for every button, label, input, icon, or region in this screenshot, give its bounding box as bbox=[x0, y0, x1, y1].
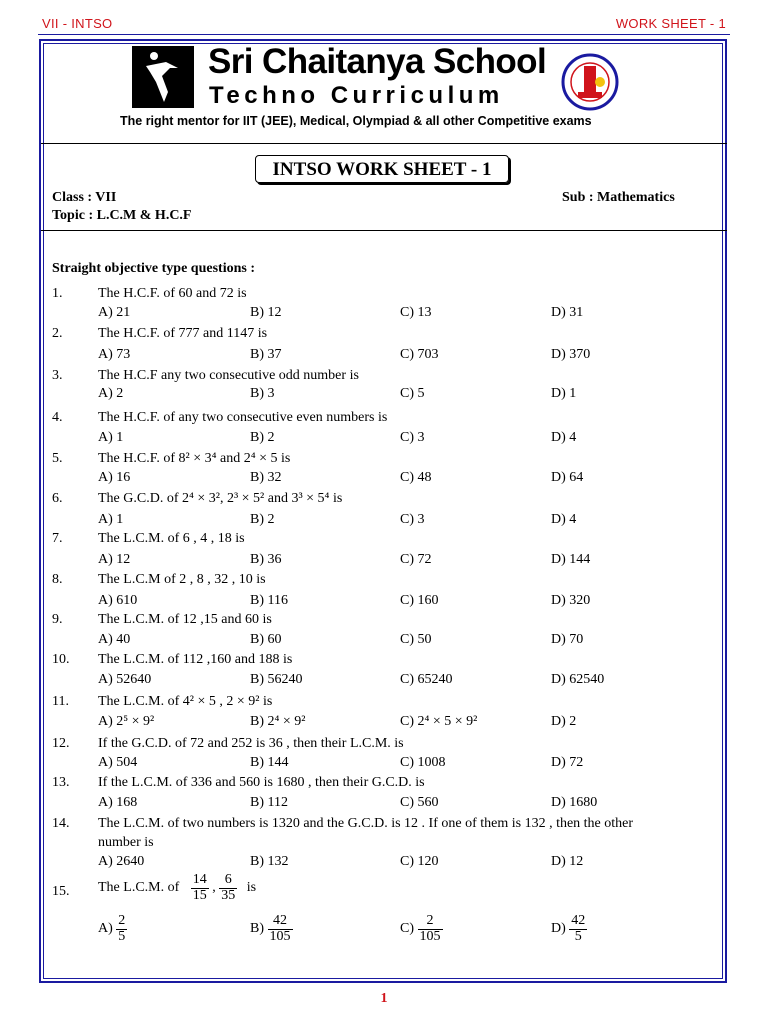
question-number: 10. bbox=[52, 652, 70, 667]
option-d: D) 2 bbox=[551, 714, 577, 729]
question-text-end: is bbox=[246, 880, 257, 896]
option-d: D) 70 bbox=[551, 632, 584, 647]
option-d: D) 370 bbox=[551, 347, 591, 362]
question-text: The H.C.F. of 777 and 1147 is bbox=[98, 326, 268, 341]
option-a: A) 52640 bbox=[98, 672, 152, 687]
question-number: 2. bbox=[52, 326, 63, 341]
option-b: B) 2 bbox=[250, 430, 275, 445]
option-c: C) 65240 bbox=[400, 672, 453, 687]
option-a: A) 504 bbox=[98, 755, 138, 770]
option-c: C) 3 bbox=[400, 512, 425, 527]
question-text: The L.C.M. of two numbers is 1320 and the G.C.D. is 12 . If one of them is 132 , then the other bbox=[98, 816, 634, 831]
question-text-continued: number is bbox=[98, 835, 154, 850]
option-b: B) 112 bbox=[250, 795, 288, 810]
section-heading: Straight objective type questions : bbox=[52, 261, 255, 276]
option-c: C) 703 bbox=[400, 347, 439, 362]
option-c: C) 5 bbox=[400, 386, 425, 401]
question-number: 15. bbox=[52, 884, 70, 899]
option-c: C) 2⁴ × 5 × 9² bbox=[400, 714, 478, 729]
question-number: 13. bbox=[52, 775, 70, 790]
question-number: 5. bbox=[52, 451, 63, 466]
subject-label: Sub : Mathematics bbox=[562, 190, 675, 205]
tagline: The right mentor for IIT (JEE), Medical, Olympiad & all other Competitive exams bbox=[120, 114, 592, 128]
option-a: A) 40 bbox=[98, 632, 131, 647]
option-a: A) 21 bbox=[98, 305, 131, 320]
option-c: C) 50 bbox=[400, 632, 432, 647]
option-b: B) 37 bbox=[250, 347, 282, 362]
option-b: B) $\frac{42}{105}$ bbox=[250, 913, 291, 944]
option-b: B) 144 bbox=[250, 755, 289, 770]
option-d: D) 1 bbox=[551, 386, 577, 401]
option-d: D) 4 bbox=[551, 512, 577, 527]
option-c: C) 120 bbox=[400, 854, 439, 869]
question-text-start: The L.C.M. of bbox=[98, 880, 180, 896]
logo-divider bbox=[41, 143, 727, 144]
worksheet-title: INTSO WORK SHEET - 1 bbox=[255, 155, 509, 183]
option-b: B) 56240 bbox=[250, 672, 303, 687]
option-b: B) 3 bbox=[250, 386, 275, 401]
question-text: The G.C.D. of 2⁴ × 3², 2³ × 5² and 3³ × 5⁴ is bbox=[98, 491, 343, 506]
question-text: The L.C.M. of 112 ,160 and 188 is bbox=[98, 652, 293, 667]
option-a: A) 2⁵ × 9² bbox=[98, 714, 155, 729]
option-a: A) 610 bbox=[98, 593, 138, 608]
question-number: 12. bbox=[52, 736, 70, 751]
question-text: The L.C.M. of $\frac{14}{15}$ , $\frac{6}{35}$ is bbox=[98, 872, 257, 903]
option-a: A) $\frac{2}{5}$ bbox=[98, 913, 126, 944]
option-a: A) 2640 bbox=[98, 854, 145, 869]
option-d: D) 72 bbox=[551, 755, 584, 770]
option-d: D) 12 bbox=[551, 854, 584, 869]
option-a: A) 1 bbox=[98, 512, 124, 527]
option-c: C) 560 bbox=[400, 795, 439, 810]
option-b: B) 12 bbox=[250, 305, 282, 320]
option-c: C) 72 bbox=[400, 552, 432, 567]
school-name: Sri Chaitanya School bbox=[208, 42, 547, 81]
question-text: The L.C.M. of 12 ,15 and 60 is bbox=[98, 612, 272, 627]
question-text: If the L.C.M. of 336 and 560 is 1680 , then their G.C.D. is bbox=[98, 775, 425, 790]
option-c: C) 48 bbox=[400, 470, 432, 485]
option-b: B) 36 bbox=[250, 552, 282, 567]
question-text: The H.C.F any two consecutive odd number is bbox=[98, 368, 359, 383]
question-number: 1. bbox=[52, 286, 63, 301]
option-b: B) 60 bbox=[250, 632, 282, 647]
option-d: D) $\frac{42}{5}$ bbox=[551, 913, 586, 944]
option-b: B) 132 bbox=[250, 854, 289, 869]
question-number: 11. bbox=[52, 694, 69, 709]
fraction: $\frac{14}{15}$ bbox=[192, 872, 207, 903]
option-d: D) 64 bbox=[551, 470, 584, 485]
question-text: The L.C.M of 2 , 8 , 32 , 10 is bbox=[98, 572, 266, 587]
option-a: A) 12 bbox=[98, 552, 131, 567]
header-left: VII - INTSO bbox=[42, 16, 113, 31]
topic-label: Topic : L.C.M & H.C.F bbox=[52, 208, 192, 223]
header-right: WORK SHEET - 1 bbox=[615, 16, 726, 31]
question-number: 9. bbox=[52, 612, 63, 627]
option-c: C) 13 bbox=[400, 305, 432, 320]
question-text: The H.C.F. of 8² × 3⁴ and 2⁴ × 5 is bbox=[98, 451, 291, 466]
option-d: D) 4 bbox=[551, 430, 577, 445]
option-a: A) 73 bbox=[98, 347, 131, 362]
school-logo-icon bbox=[132, 46, 194, 108]
option-b: B) 116 bbox=[250, 593, 288, 608]
option-c: C) 3 bbox=[400, 430, 425, 445]
option-b: B) 2 bbox=[250, 512, 275, 527]
question-text: The L.C.M. of 4² × 5 , 2 × 9² is bbox=[98, 694, 273, 709]
question-text: The L.C.M. of 6 , 4 , 18 is bbox=[98, 531, 245, 546]
option-c: C) 160 bbox=[400, 593, 439, 608]
option-a: A) 1 bbox=[98, 430, 124, 445]
option-b: B) 32 bbox=[250, 470, 282, 485]
question-text: The H.C.F. of any two consecutive even numbers is bbox=[98, 410, 388, 425]
question-number: 7. bbox=[52, 531, 63, 546]
question-text: If the G.C.D. of 72 and 252 is 36 , then their L.C.M. is bbox=[98, 736, 404, 751]
question-number: 4. bbox=[52, 410, 63, 425]
option-d: D) 1680 bbox=[551, 795, 598, 810]
question-number: 14. bbox=[52, 816, 70, 831]
fraction: $\frac{6}{35}$ bbox=[221, 872, 236, 903]
question-number: 6. bbox=[52, 491, 63, 506]
question-number: 8. bbox=[52, 572, 63, 587]
option-d: D) 62540 bbox=[551, 672, 605, 687]
option-b: B) 2⁴ × 9² bbox=[250, 714, 306, 729]
option-d: D) 144 bbox=[551, 552, 591, 567]
option-a: A) 2 bbox=[98, 386, 124, 401]
page-number: 1 bbox=[380, 991, 388, 1006]
option-a: A) 16 bbox=[98, 470, 131, 485]
curriculum-name: Techno Curriculum bbox=[209, 82, 504, 109]
option-d: D) 320 bbox=[551, 593, 591, 608]
option-d: D) 31 bbox=[551, 305, 584, 320]
seal-icon bbox=[560, 52, 620, 112]
option-c: C) $\frac{2}{105}$ bbox=[400, 913, 441, 944]
question-text: The H.C.F. of 60 and 72 is bbox=[98, 286, 247, 301]
header-rule bbox=[38, 34, 730, 35]
option-a: A) 168 bbox=[98, 795, 138, 810]
option-c: C) 1008 bbox=[400, 755, 446, 770]
info-divider bbox=[41, 230, 727, 231]
question-number: 3. bbox=[52, 368, 63, 383]
class-label: Class : VII bbox=[52, 190, 117, 205]
